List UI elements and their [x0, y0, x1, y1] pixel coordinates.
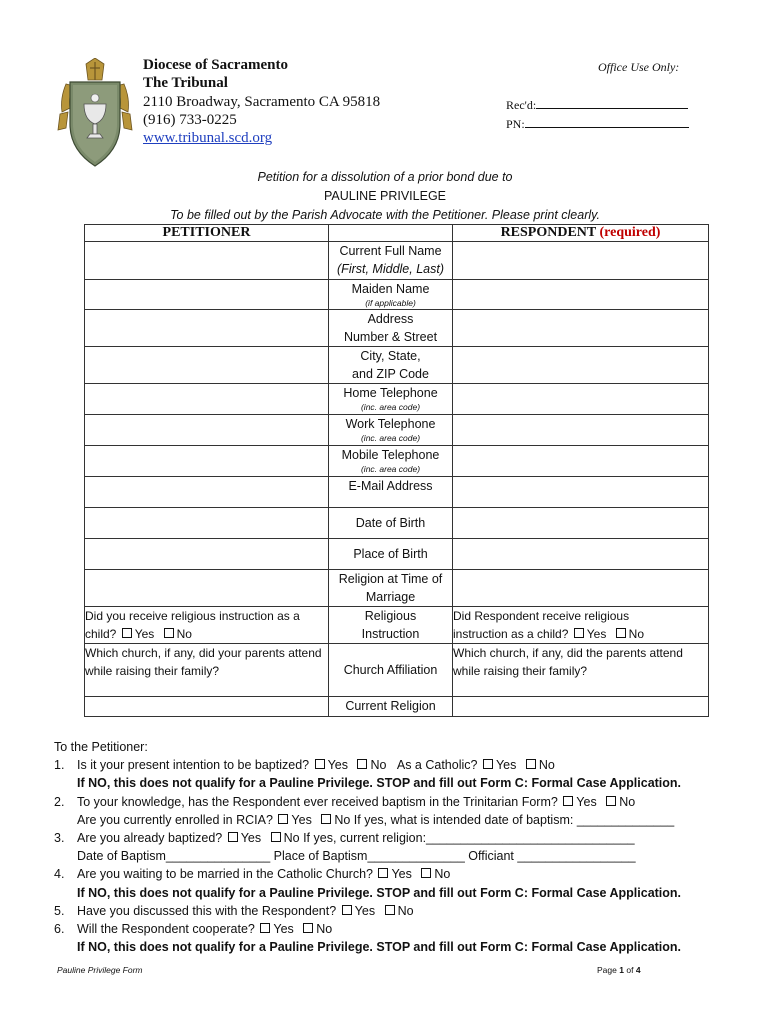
q6-yes-label: Yes [273, 922, 294, 937]
mobile-phone-label-text: Mobile Telephone [341, 448, 440, 462]
respondent-home-phone-field[interactable] [453, 384, 709, 415]
required-marker: (required) [599, 225, 661, 240]
office-use-heading: Office Use Only: [598, 60, 680, 74]
organization-name: Diocese of Sacramento [143, 57, 288, 73]
title-line-2: PAULINE PRIVILEGE [323, 189, 447, 203]
question-2b-text: Are you currently enrolled in RCIA? [77, 812, 273, 827]
q6-no-label: No [316, 922, 333, 937]
address-label [329, 310, 453, 347]
maiden-name-note: (if applicable) [365, 298, 416, 308]
q3-no-label: No [283, 831, 300, 846]
q5-yes-checkbox[interactable] [342, 905, 352, 915]
mobile-phone-label [329, 446, 453, 477]
q2b-yes-checkbox[interactable] [278, 814, 288, 824]
respondent-instruction-cell [453, 607, 709, 644]
recd-field[interactable] [536, 97, 688, 109]
q2-yes-checkbox[interactable] [563, 796, 573, 806]
petitioner-questions [54, 738, 754, 956]
respondent-instruction-question-1: Did Respondent receive religious [453, 609, 630, 623]
petitioner-instruction-yes-label: Yes [134, 627, 155, 641]
q5-yes-label: Yes [354, 903, 376, 918]
mobile-phone-note: (inc. area code) [360, 464, 421, 474]
q1b-no-checkbox[interactable] [526, 759, 536, 769]
question-2b [54, 811, 754, 829]
respondent-full-name-field[interactable] [453, 242, 709, 280]
q2-no-checkbox[interactable] [606, 796, 616, 806]
question-3b-text[interactable]: If yes, current religion:______________________________ [303, 831, 635, 846]
full-name-label [329, 242, 453, 280]
current-religion-label-text: Current Religion [345, 699, 436, 713]
q1b-yes-label: Yes [495, 758, 517, 773]
church-affiliation-label [329, 644, 453, 697]
question-1-text: Is it your present intention to be baptized? [77, 758, 310, 773]
church-affiliation-label-text: Church Affiliation [343, 663, 438, 677]
maiden-name-label-text: Maiden Name [351, 282, 430, 296]
form-title-block [0, 168, 770, 225]
petitioner-instruction-no-checkbox[interactable] [164, 628, 174, 638]
address-label-2: Number & Street [343, 330, 438, 344]
petitioner-church-question: Which church, if any, did your parents attend while raising their family? [85, 646, 322, 678]
respondent-religion-marriage-field[interactable] [453, 570, 709, 607]
page-prefix: Page [597, 965, 617, 975]
work-phone-label-text: Work Telephone [345, 417, 436, 431]
petitioner-pob-field[interactable] [85, 539, 329, 570]
petitioner-instruction-cell [85, 607, 329, 644]
question-1b-text: As a Catholic? [396, 758, 478, 773]
q1-no-label: No [370, 758, 387, 773]
q3-yes-label: Yes [240, 831, 262, 846]
respondent-city-field[interactable] [453, 347, 709, 384]
respondent-instruction-question-2: instruction as a child? [453, 627, 569, 641]
home-phone-label [329, 384, 453, 415]
field-label-header [329, 225, 453, 242]
petitioner-work-phone-field[interactable] [85, 415, 329, 446]
stop-notice-3: If NO, this does not qualify for a Pauline Privilege. STOP and fill out Form C: Formal Case Application. [77, 940, 682, 955]
petitioner-respondent-table [84, 224, 709, 717]
email-label-text: E-Mail Address [348, 479, 433, 493]
q3-no-checkbox[interactable] [271, 832, 281, 842]
question-5: 5. Have you discussed this with the Respondent? Yes No [54, 903, 414, 918]
diocese-crest-logo [56, 58, 134, 172]
respondent-mobile-phone-field[interactable] [453, 446, 709, 477]
dob-label-text: Date of Birth [355, 516, 426, 530]
question-5-text: Have you discussed this with the Respondent? [77, 903, 337, 918]
pob-label [329, 539, 453, 570]
respondent-current-religion-field[interactable] [453, 697, 709, 717]
page-total: 4 [635, 965, 641, 975]
respondent-instruction-no-checkbox[interactable] [616, 628, 626, 638]
email-label [329, 477, 453, 508]
respondent-email-field[interactable] [453, 477, 709, 508]
respondent-address-field[interactable] [453, 310, 709, 347]
home-phone-label-text: Home Telephone [343, 386, 438, 400]
q2b-no-label: No [334, 812, 351, 827]
q2-yes-label: Yes [576, 794, 597, 809]
city-label-1: City, State, [360, 349, 421, 363]
q2b-no-checkbox[interactable] [321, 814, 331, 824]
q1-yes-checkbox[interactable] [315, 759, 325, 769]
q1b-no-label: No [538, 758, 555, 773]
question-4: 4. Are you waiting to be married in the Catholic Church? Yes No [54, 867, 451, 882]
petitioner-home-phone-field[interactable] [85, 384, 329, 415]
full-name-label-1: Current Full Name [339, 244, 442, 258]
question-3c[interactable]: Date of Baptism_______________ Place of Baptism______________ Officiant _________________ [77, 849, 636, 864]
question-2c-text[interactable]: If yes, what is intended date of baptism: ______________ [353, 812, 675, 827]
petitioner-church-cell[interactable] [85, 644, 329, 697]
petitioner-religion-marriage-field[interactable] [85, 570, 329, 607]
respondent-instruction-yes-label: Yes [586, 627, 607, 641]
address-label-1: Address [367, 312, 414, 326]
religious-instruction-label-1: Religious [364, 609, 417, 623]
q4-yes-checkbox[interactable] [378, 868, 388, 878]
stop-notice-1: If NO, this does not qualify for a Pauline Privilege. STOP and fill out Form C: Formal Case Application. [77, 776, 682, 791]
question-1: 1. Is it your present intention to be baptized? Yes No As a Catholic? Yes No [54, 758, 555, 773]
respondent-header-label: RESPONDENT [500, 225, 596, 240]
respondent-header [453, 225, 709, 242]
respondent-instruction-no-label: No [628, 627, 645, 641]
page-current: 1 [619, 965, 624, 975]
q5-no-checkbox[interactable] [385, 905, 395, 915]
home-phone-note: (inc. area code) [360, 402, 421, 412]
q4-no-checkbox[interactable] [421, 868, 431, 878]
question-6: 6. Will the Respondent cooperate? Yes No [54, 922, 333, 937]
religion-marriage-label-2: Marriage [365, 590, 416, 604]
petitioner-mobile-phone-field[interactable] [85, 446, 329, 477]
religion-marriage-label [329, 570, 453, 607]
title-line-1: Petition for a dissolution of a prior bond due to [257, 170, 513, 184]
respondent-church-question: Which church, if any, did the parents attend while raising their family? [453, 646, 683, 678]
question-3: 3. Are you already baptized? Yes No If yes, current religion:______________________________ [54, 831, 635, 846]
question-2: 2. To your knowledge, has the Respondent ever received baptism in the Trinitarian Form? Yes No [54, 794, 636, 809]
q1-yes-label: Yes [327, 758, 348, 773]
petitioner-maiden-name-field[interactable] [85, 280, 329, 310]
stop-notice-2: If NO, this does not qualify for a Pauline Privilege. STOP and fill out Form C: Formal Case Application. [77, 885, 682, 900]
maiden-name-label [329, 280, 453, 310]
petitioner-header: PETITIONER [85, 225, 329, 242]
q3-yes-checkbox[interactable] [228, 832, 238, 842]
question-3-text: Are you already baptized? [77, 831, 223, 846]
q6-no-checkbox[interactable] [303, 923, 313, 933]
website-link[interactable]: www.tribunal.scd.org [143, 130, 273, 147]
department-name: The Tribunal [143, 75, 228, 92]
work-phone-note: (inc. area code) [360, 433, 421, 443]
pn-label: PN: [506, 117, 525, 131]
letterhead [143, 56, 380, 147]
question-6-text: Will the Respondent cooperate? [77, 922, 255, 937]
q5-no-label: No [397, 903, 414, 918]
petitioner-dob-field[interactable] [85, 508, 329, 539]
q4-no-label: No [434, 867, 451, 882]
petitioner-city-field[interactable] [85, 347, 329, 384]
address: 2110 Broadway, Sacramento CA 95818 [143, 93, 381, 110]
religious-instruction-label-2: Instruction [361, 627, 420, 641]
footer-form-name: Pauline Privilege Form [57, 965, 143, 975]
current-religion-label [329, 697, 453, 717]
respondent-dob-field[interactable] [453, 508, 709, 539]
question-4-text: Are you waiting to be married in the Catholic Church? [77, 867, 373, 882]
phone: (916) 733-0225 [143, 111, 237, 128]
q2b-yes-label: Yes [291, 812, 312, 827]
respondent-maiden-name-field[interactable] [453, 280, 709, 310]
full-name-label-2: (First, Middle, Last) [337, 262, 444, 276]
petitioner-email-field[interactable] [85, 477, 329, 508]
dob-label [329, 508, 453, 539]
q6-yes-checkbox[interactable] [260, 923, 270, 933]
page-of: of [626, 965, 634, 975]
respondent-instruction-yes-checkbox[interactable] [574, 628, 584, 638]
respondent-work-phone-field[interactable] [453, 415, 709, 446]
petitioner-instruction-yes-checkbox[interactable] [122, 628, 132, 638]
petitioner-instruction-no-label: No [176, 627, 192, 641]
petitioner-current-religion-field[interactable] [85, 697, 329, 717]
q1b-yes-checkbox[interactable] [483, 759, 493, 769]
petitioner-full-name-field[interactable] [85, 242, 329, 280]
recd-label: Rec'd: [506, 98, 537, 112]
city-label-2: and ZIP Code [352, 367, 429, 381]
footer-page-number [597, 965, 641, 975]
city-label [329, 347, 453, 384]
question-2-text: To your knowledge, has the Respondent ever received baptism in the Trinitarian Form? [77, 794, 558, 809]
religious-instruction-label [329, 607, 453, 644]
religion-marriage-label-1: Religion at Time of [338, 572, 443, 586]
petitioner-address-field[interactable] [85, 310, 329, 347]
title-line-3: To be filled out by the Parish Advocate with the Petitioner. Please print clearly. [170, 208, 600, 222]
respondent-church-cell[interactable] [453, 644, 709, 697]
pn-field[interactable] [525, 116, 689, 128]
q1-no-checkbox[interactable] [357, 759, 367, 769]
q2-no-label: No [619, 794, 636, 809]
q4-yes-label: Yes [391, 867, 412, 882]
petitioner-instruction-question: Did you receive religious instruction as a child? [85, 609, 300, 641]
instructions-heading: To the Petitioner: [54, 740, 148, 754]
pob-label-text: Place of Birth [353, 547, 428, 561]
respondent-pob-field[interactable] [453, 539, 709, 570]
work-phone-label [329, 415, 453, 446]
